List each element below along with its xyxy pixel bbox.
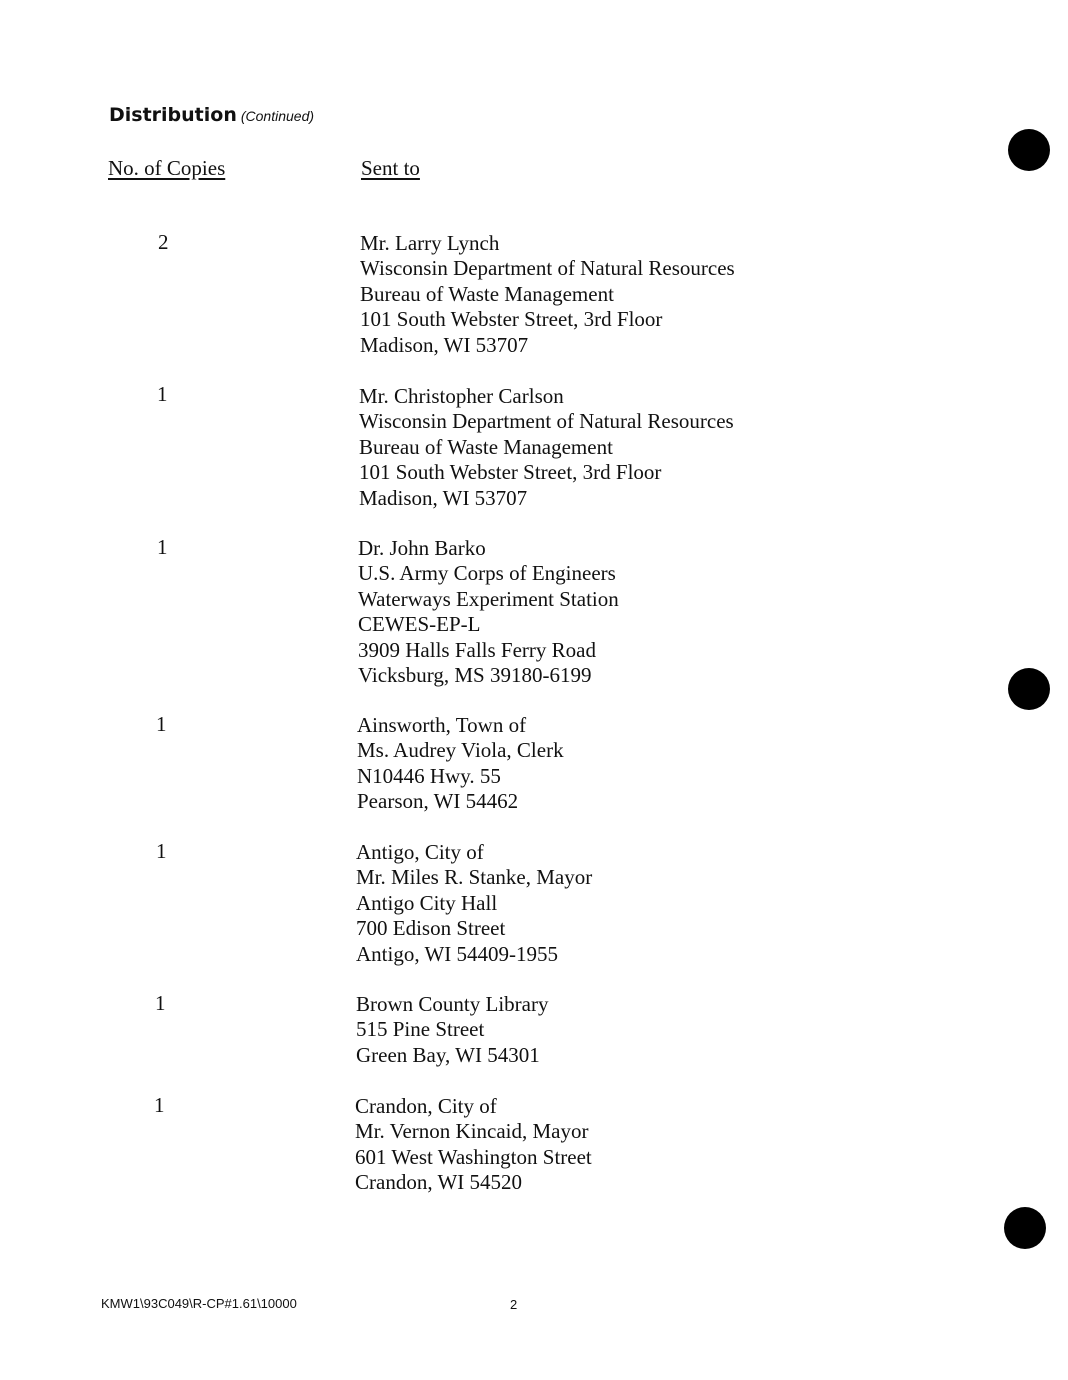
- address-line: Antigo, City of: [356, 840, 484, 864]
- column-header-sent-to: Sent to: [361, 156, 420, 180]
- punch-hole: [1008, 668, 1050, 710]
- address-line: 3909 Halls Falls Ferry Road: [358, 637, 596, 662]
- entry-copies: 1: [155, 991, 166, 1015]
- entry-address: [360, 231, 735, 358]
- address-line: Brown County Library: [356, 992, 549, 1016]
- heading-title: Distribution: [109, 104, 237, 126]
- address-line: Wisconsin Department of Natural Resources: [359, 409, 734, 434]
- address-line: Waterways Experiment Station: [358, 586, 619, 611]
- section-heading: [109, 104, 314, 126]
- address-line: Ms. Audrey Viola, Clerk: [357, 738, 564, 763]
- address-line: Pearson, WI 54462: [357, 789, 519, 814]
- address-line: Mr. Christopher Carlson: [359, 384, 564, 408]
- address-line: Wisconsin Department of Natural Resources: [360, 256, 735, 281]
- entry-address: [359, 384, 734, 511]
- entry-copies: 1: [157, 382, 168, 406]
- address-line: N10446 Hwy. 55: [357, 763, 501, 788]
- entry-copies: 1: [156, 839, 167, 863]
- punch-hole: [1008, 129, 1050, 171]
- address-line: 101 South Webster Street, 3rd Floor: [360, 307, 663, 332]
- address-line: 101 South Webster Street, 3rd Floor: [359, 460, 662, 485]
- entry-address: [357, 713, 564, 815]
- address-line: Madison, WI 53707: [360, 332, 529, 357]
- address-line: Bureau of Waste Management: [360, 281, 614, 306]
- entry-copies: 1: [156, 712, 167, 736]
- address-line: 515 Pine Street: [356, 1017, 485, 1042]
- address-line: Dr. John Barko: [358, 536, 486, 560]
- address-line: 700 Edison Street: [356, 916, 506, 941]
- address-line: Antigo, WI 54409-1955: [356, 941, 559, 966]
- punch-hole: [1004, 1207, 1046, 1249]
- address-line: Green Bay, WI 54301: [356, 1042, 540, 1067]
- address-line: CEWES-EP-L: [358, 612, 481, 637]
- address-line: Vicksburg, MS 39180-6199: [358, 663, 592, 688]
- entry-copies: 1: [157, 535, 168, 559]
- address-line: Ainsworth, Town of: [357, 713, 527, 737]
- address-line: Mr. Larry Lynch: [360, 231, 500, 255]
- address-line: Mr. Miles R. Stanke, Mayor: [356, 865, 593, 890]
- address-line: Bureau of Waste Management: [359, 434, 613, 459]
- address-line: Crandon, City of: [355, 1094, 497, 1118]
- entry-copies: 2: [158, 230, 169, 254]
- address-line: Madison, WI 53707: [359, 485, 528, 510]
- column-header-copies: No. of Copies: [108, 156, 226, 180]
- address-line: Antigo City Hall: [356, 890, 498, 915]
- entry-address: [358, 536, 619, 688]
- address-line: Mr. Vernon Kincaid, Mayor: [355, 1119, 589, 1144]
- footer-page-number: 2: [510, 1297, 518, 1312]
- entry-copies: 1: [154, 1093, 165, 1117]
- address-line: Crandon, WI 54520: [355, 1170, 523, 1195]
- entry-address: [356, 992, 548, 1068]
- entry-address: [355, 1094, 592, 1196]
- address-line: U.S. Army Corps of Engineers: [358, 561, 616, 586]
- address-line: 601 West Washington Street: [355, 1144, 592, 1169]
- heading-subtitle: (Continued): [240, 108, 315, 124]
- entry-address: [356, 840, 592, 967]
- footer-document-code: KMW1\93C049\R-CP#1.61\10000: [101, 1296, 297, 1311]
